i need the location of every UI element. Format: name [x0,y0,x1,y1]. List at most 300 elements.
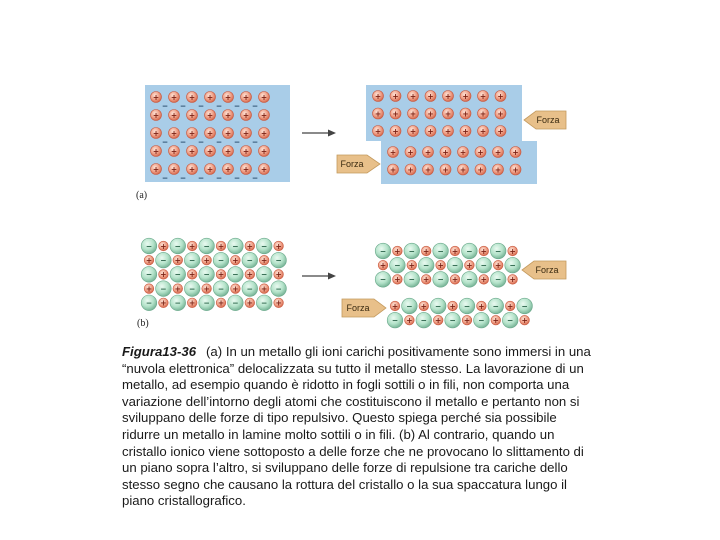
svg-text:−: − [437,275,444,285]
cation-ion [231,284,241,294]
cation-ion [373,126,384,137]
svg-text:+: + [462,126,469,136]
cation-ion [205,110,216,121]
process-arrow-b [302,273,336,280]
anion-ion [462,243,478,259]
cation-ion [388,147,399,158]
svg-text:+: + [206,164,214,174]
electron-sign: − [179,101,187,111]
svg-text:+: + [188,128,196,138]
anion-ion [170,295,186,311]
cation-ion [241,164,252,175]
svg-text:−: − [160,284,167,294]
svg-text:−: − [451,261,459,270]
figure-caption [122,344,592,510]
svg-text:+: + [495,261,502,270]
electron-sign: − [179,173,187,183]
cation-ion [493,147,504,158]
svg-text:−: − [275,284,282,294]
cation-ion [443,126,454,137]
cation-ion [477,301,487,311]
cation-ion [478,126,489,137]
svg-text:+: + [444,126,452,136]
svg-text:−: − [466,275,473,285]
svg-text:+: + [374,126,382,136]
svg-text:−: − [246,284,253,294]
cation-ion [169,92,180,103]
anion-ion [228,267,244,283]
svg-text:−: − [507,316,514,325]
svg-text:+: + [423,246,430,256]
electron-sign: − [251,173,259,183]
svg-text:+: + [152,110,160,120]
cation-ion [187,146,198,157]
cation-ion [508,246,518,256]
svg-text:−: − [203,270,210,280]
svg-text:−: − [189,256,196,265]
anion-ion [502,312,518,328]
anion-ion [213,252,229,268]
svg-text:+: + [478,301,485,311]
svg-text:−: − [463,301,471,311]
svg-text:+: + [521,316,528,325]
caption-text: (a) In un metallo gli ioni carichi positivamente sono immersi in una “nuvola elettronica” delocalizzata su tutto il metallo stesso. La lavorazione di un metallo, ad esempio quando è ridotto in fogli sottili o in fili, non comporta una variazione dell’intorno degli atomi che costituiscono il metallo e pertanto non si sviluppano delle forze di tipo repulsivo. Questo spiega perché sia possibile ridurre un metallo in lamine molto sottili o in fili. (b) Al contrario, quando un cristallo ionico viene sottoposto a delle forze che ne provocano lo slittamento di un piano sopra l’altro, si sviluppano delle forze di repulsione tra cariche dello stesso segno che causano la rottura del cristallo o la sua spaccatura lungo il piano cristallografico. [122,344,591,509]
cation-ion [475,147,486,158]
svg-text:+: + [507,301,514,311]
cation-ion [151,164,162,175]
svg-text:+: + [217,298,225,308]
svg-text:+: + [459,147,467,157]
svg-text:+: + [389,165,397,175]
anion-ion [459,298,475,314]
cation-ion [448,301,458,311]
svg-text:+: + [174,256,181,265]
svg-text:Forza: Forza [536,115,560,125]
cation-ion [373,108,384,119]
anion-ion [375,243,391,259]
anion-ion [199,238,215,254]
anion-ion [430,298,446,314]
cation-ion [173,284,183,294]
cation-ion [241,92,252,103]
cation-ion [436,260,446,270]
svg-text:+: + [261,256,268,265]
cation-ion [223,92,234,103]
svg-text:+: + [145,256,153,265]
cation-ion [223,164,234,175]
figure-number: Figura13-36 [122,344,197,359]
svg-text:+: + [145,284,153,294]
electron-sign: − [197,137,205,147]
svg-text:+: + [189,270,196,280]
svg-text:+: + [479,91,487,101]
cation-ion [460,126,471,137]
anion-ion [242,252,258,268]
svg-text:+: + [394,275,401,285]
cation-ion [440,164,451,175]
cation-ion [462,315,472,325]
anion-ion [433,272,449,288]
svg-text:+: + [217,241,225,251]
svg-text:+: + [392,126,399,136]
svg-text:+: + [188,164,196,174]
panel-b [137,238,566,329]
anion-ion [184,252,200,268]
cation-ion [393,275,403,285]
svg-text:+: + [497,109,504,119]
svg-text:+: + [392,109,399,119]
anion-ion [505,257,521,273]
cation-ion [425,91,436,102]
anion-ion [416,312,432,328]
svg-text:+: + [494,147,502,157]
cation-ion [241,146,252,157]
anion-ion [271,252,287,268]
svg-text:+: + [160,270,167,280]
anion-ion [445,312,461,328]
anion-ion [170,238,186,254]
svg-text:+: + [224,92,232,102]
cation-ion [205,146,216,157]
force-arrow-b-right [522,261,566,279]
svg-text:−: − [203,241,210,251]
cation-ion [423,147,434,158]
svg-text:+: + [224,146,232,156]
svg-text:+: + [424,165,432,175]
cation-ion [440,147,451,158]
svg-text:+: + [451,246,459,256]
cation-ion [231,255,241,265]
svg-text:+: + [224,110,232,120]
svg-text:+: + [480,275,487,285]
svg-text:−: − [449,316,456,325]
electron-sign: − [197,101,205,111]
cation-ion [159,298,169,308]
svg-text:+: + [494,165,502,175]
svg-text:−: − [217,256,225,265]
cation-ion [421,275,431,285]
svg-text:+: + [408,261,415,270]
cation-ion [187,298,197,308]
cation-ion [187,164,198,175]
svg-text:+: + [275,298,282,308]
cation-ion [223,146,234,157]
anion-ion [462,272,478,288]
cation-ion [405,315,415,325]
cation-ion [433,315,443,325]
svg-text:Forza: Forza [346,303,370,313]
svg-text:+: + [497,126,504,136]
svg-text:+: + [379,261,387,270]
anion-ion [390,257,406,273]
electron-sign: − [179,137,187,147]
cation-ion [187,110,198,121]
svg-text:+: + [160,241,167,251]
svg-text:−: − [232,298,239,308]
cation-ion [144,284,154,294]
svg-text:+: + [203,284,210,294]
cation-ion [478,91,489,102]
svg-text:+: + [160,298,167,308]
svg-text:+: + [174,284,181,294]
svg-text:+: + [509,246,516,256]
svg-text:−: − [379,246,387,256]
svg-text:+: + [424,147,432,157]
svg-text:+: + [427,126,434,136]
svg-text:+: + [203,256,210,265]
svg-text:+: + [206,146,214,156]
svg-text:+: + [451,275,459,285]
svg-text:+: + [435,316,442,325]
cation-ion [169,164,180,175]
svg-text:−: − [145,270,153,280]
svg-text:−: − [406,301,413,311]
svg-text:+: + [423,275,430,285]
svg-text:−: − [246,256,253,265]
cation-ion [408,91,419,102]
svg-text:−: − [160,256,167,265]
cation-ion [520,315,530,325]
anion-ion [213,281,229,297]
cation-ion [274,298,284,308]
cation-ion [187,128,198,139]
svg-text:+: + [409,91,417,101]
svg-text:+: + [242,110,250,120]
cation-ion [259,255,269,265]
cation-ion [419,301,429,311]
svg-text:+: + [459,165,467,175]
svg-text:−: − [232,241,239,251]
svg-text:+: + [152,128,160,138]
cation-ion [241,128,252,139]
svg-text:+: + [437,261,444,270]
anion-ion [375,272,391,288]
svg-text:+: + [497,91,504,101]
svg-text:+: + [206,128,214,138]
cation-ion [259,92,270,103]
cation-ion [407,260,417,270]
svg-text:+: + [389,147,397,157]
cation-ion [479,275,489,285]
anion-ion [474,312,490,328]
svg-text:+: + [409,126,417,136]
anion-ion [433,243,449,259]
anion-ion [141,238,157,254]
cation-ion [479,246,489,256]
svg-text:+: + [260,92,268,102]
svg-text:+: + [463,316,471,325]
cation-ion [421,246,431,256]
cation-ion [460,108,471,119]
cation-ion [508,275,518,285]
svg-text:−: − [480,261,487,270]
cation-ion [241,110,252,121]
svg-text:+: + [170,128,178,138]
cation-ion [159,241,169,251]
svg-text:−: − [174,298,181,308]
cation-ion [259,164,270,175]
svg-text:+: + [242,164,250,174]
electron-sign: − [161,173,169,183]
svg-text:+: + [152,164,160,174]
anion-ion [488,298,504,314]
anion-ion [228,295,244,311]
cation-ion [495,108,506,119]
svg-text:−: − [492,301,499,311]
svg-text:−: − [189,284,196,294]
svg-text:+: + [477,147,484,157]
svg-text:−: − [379,275,387,285]
cation-ion [173,255,183,265]
cation-ion [151,110,162,121]
svg-text:+: + [206,110,214,120]
svg-text:+: + [444,91,452,101]
svg-text:−: − [217,284,225,294]
cation-ion [510,164,521,175]
svg-text:+: + [260,110,268,120]
anion-ion [156,252,172,268]
svg-text:−: − [408,246,415,256]
electron-sign: − [161,101,169,111]
svg-text:−: − [391,316,399,325]
svg-text:Forza: Forza [535,265,559,275]
cation-ion [259,146,270,157]
cation-ion [425,126,436,137]
cation-ion [245,270,255,280]
svg-text:+: + [427,91,434,101]
anion-ion [141,295,157,311]
svg-text:+: + [260,128,268,138]
anion-ion [199,267,215,283]
cation-ion [408,108,419,119]
svg-text:+: + [407,165,414,175]
svg-text:+: + [232,284,239,294]
svg-text:+: + [391,301,399,311]
ionic-lattice-left [141,238,286,310]
cation-ion [202,255,212,265]
svg-text:+: + [170,92,178,102]
svg-text:+: + [242,128,250,138]
svg-text:+: + [261,284,268,294]
svg-text:+: + [409,109,417,119]
cation-ion [450,246,460,256]
panel-b-label: (b) [137,318,149,329]
svg-text:+: + [427,109,434,119]
svg-text:+: + [275,241,282,251]
svg-text:+: + [170,110,178,120]
svg-text:+: + [509,275,516,285]
panel-a-label: (a) [136,190,148,201]
anion-ion [256,267,272,283]
anion-ion [256,238,272,254]
svg-text:+: + [188,92,196,102]
cation-ion [187,92,198,103]
svg-text:+: + [275,270,282,280]
svg-text:−: − [261,241,268,251]
anion-ion [199,295,215,311]
svg-text:+: + [442,147,449,157]
cation-ion [423,164,434,175]
cation-ion [505,301,515,311]
force-arrow-a-left [337,155,380,173]
svg-text:+: + [374,91,382,101]
svg-text:+: + [206,92,214,102]
svg-text:+: + [449,301,456,311]
cation-ion [259,110,270,121]
anion-ion [256,295,272,311]
anion-ion [517,298,533,314]
svg-text:+: + [466,261,473,270]
cation-ion [450,275,460,285]
anion-ion [476,257,492,273]
anion-ion [404,272,420,288]
svg-text:+: + [224,164,232,174]
svg-text:+: + [260,164,268,174]
svg-text:+: + [246,241,253,251]
svg-text:+: + [232,256,239,265]
cation-ion [205,164,216,175]
anion-ion [387,312,403,328]
svg-text:+: + [406,316,413,325]
svg-text:−: − [435,301,442,311]
svg-text:+: + [224,128,232,138]
cation-ion [259,284,269,294]
anion-ion [490,272,506,288]
cation-ion [202,284,212,294]
svg-text:+: + [260,146,268,156]
cation-ion [425,108,436,119]
cation-ion [216,270,226,280]
anion-ion [402,298,418,314]
ionic-lattice-right [375,243,532,328]
svg-text:−: − [466,246,473,256]
svg-text:+: + [394,246,401,256]
cation-ion [169,128,180,139]
svg-text:−: − [495,246,502,256]
cation-ion [465,260,475,270]
cation-ion [478,108,489,119]
cation-ion [216,298,226,308]
svg-text:+: + [246,270,253,280]
svg-text:−: − [261,298,268,308]
svg-text:−: − [437,246,444,256]
cation-ion [223,128,234,139]
svg-text:−: − [478,316,485,325]
cation-ion [245,298,255,308]
cation-ion [151,92,162,103]
svg-text:+: + [242,92,250,102]
svg-text:+: + [392,91,399,101]
electron-sign: − [161,137,169,147]
electron-sign: − [215,173,223,183]
electron-sign: − [251,101,259,111]
anion-ion [141,267,157,283]
anion-ion [228,238,244,254]
cation-ion [405,164,416,175]
svg-text:+: + [188,146,196,156]
svg-text:−: − [521,301,528,311]
cation-ion [187,241,197,251]
cation-ion [495,91,506,102]
cation-ion [495,126,506,137]
svg-text:−: − [174,241,181,251]
panel-a [136,85,566,201]
svg-text:−: − [232,270,239,280]
electron-sign: − [215,101,223,111]
cation-ion [223,110,234,121]
svg-text:+: + [170,164,178,174]
cation-ion [205,92,216,103]
